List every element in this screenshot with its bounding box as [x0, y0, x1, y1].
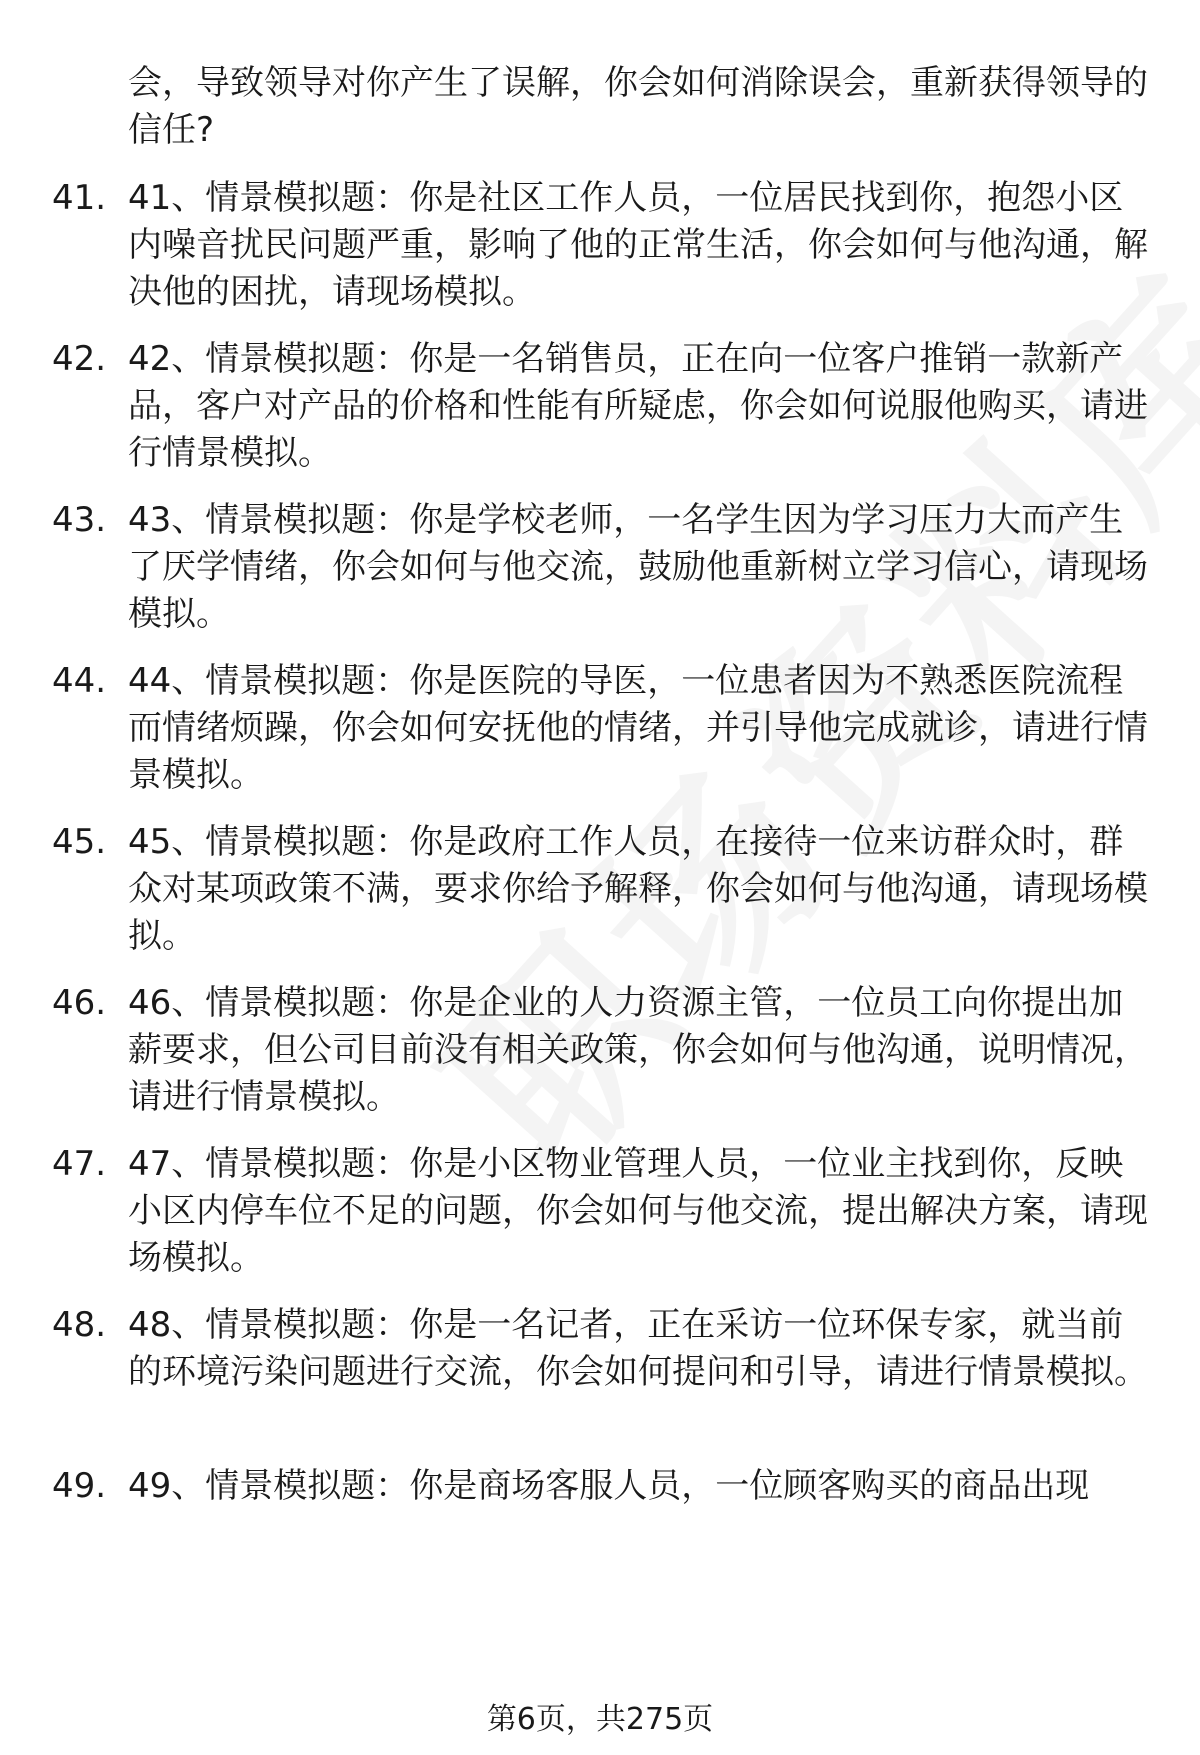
item-number: 48. [52, 1305, 107, 1345]
item-text: 47、情景模拟题：你是小区物业管理人员，一位业主找到你，反映小区内停车位不足的问题，你会如何与他交流，提出解决方案，请现场模拟。 [128, 1144, 1148, 1278]
item-text: 46、情景模拟题：你是企业的人力资源主管，一位员工向你提出加薪要求，但公司目前没有相关政策，你会如何与他沟通，说明情况，请进行情景模拟。 [128, 983, 1148, 1117]
item-number: 45. [52, 822, 107, 862]
item-number: 44. [52, 661, 107, 701]
item-number: 42. [52, 339, 107, 379]
item-text: 44、情景模拟题：你是医院的导医，一位患者因为不熟悉医院流程而情绪烦躁，你会如何安抚他的情绪，并引导他完成就诊，请进行情景模拟。 [128, 661, 1148, 795]
item-number: 46. [52, 983, 107, 1023]
item-text: 42、情景模拟题：你是一名销售员，正在向一位客户推销一款新产品，客户对产品的价格和性能有所疑虑，你会如何说服他购买，请进行情景模拟。 [128, 339, 1148, 473]
item-number: 41. [52, 178, 107, 218]
item-text: 48、情景模拟题：你是一名记者，正在采访一位环保专家，就当前的环境污染问题进行交流，你会如何提问和引导，请进行情景模拟。 [128, 1305, 1148, 1392]
item-text: 45、情景模拟题：你是政府工作人员，在接待一位来访群众时，群众对某项政策不满，要求你给予解释，你会如何与他沟通，请现场模拟。 [128, 822, 1148, 956]
item-number: 43. [52, 500, 107, 540]
page-footer: 第6页，共275页 [486, 1702, 714, 1737]
continuation-paragraph: 会，导致领导对你产生了误解，你会如何消除误会，重新获得领导的信任? [128, 63, 1148, 150]
item-text: 49、情景模拟题：你是商场客服人员，一位顾客购买的商品出现 [128, 1466, 1090, 1506]
item-text: 43、情景模拟题：你是学校老师，一名学生因为学习压力大而产生了厌学情绪，你会如何与他交流，鼓励他重新树立学习信心，请现场模拟。 [128, 500, 1148, 634]
item-text: 41、情景模拟题：你是社区工作人员，一位居民找到你，抱怨小区内噪音扰民问题严重，影响了他的正常生活，你会如何与他沟通，解决他的困扰，请现场模拟。 [128, 178, 1148, 312]
item-number: 47. [52, 1144, 107, 1184]
item-number: 49. [52, 1466, 107, 1506]
